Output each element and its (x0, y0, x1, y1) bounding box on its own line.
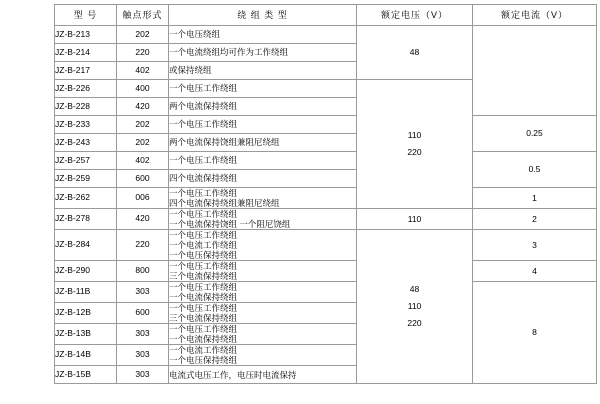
table-row (55, 261, 597, 282)
cell-winding-type (169, 134, 357, 152)
cell-contact-form: 303 (117, 282, 169, 303)
winding-line: 一个电压工作绕组 (169, 230, 238, 241)
cell-winding-type (169, 152, 357, 170)
table-header-row (55, 5, 597, 26)
cell-contact-form: 202 (117, 26, 169, 44)
table-row (55, 116, 597, 134)
cell-contact-form: 303 (117, 324, 169, 345)
cell-rated-current (473, 26, 597, 116)
cell-contact-form: 800 (117, 261, 169, 282)
voltage-value: 220 (407, 318, 422, 329)
cell-rated-voltage (357, 80, 473, 209)
cell-winding-type (169, 345, 357, 366)
cell-winding-type (169, 303, 357, 324)
cell-contact-form: 600 (117, 303, 169, 324)
winding-line: 一个电压工作绕组 (169, 282, 238, 293)
current-value: 2 (532, 213, 537, 224)
winding-line: 一个电压工作绕组 (169, 261, 238, 272)
cell-rated-current (473, 188, 597, 209)
cell-contact-form: 303 (117, 345, 169, 366)
winding-line: 两个电流保持绕组 (169, 101, 238, 112)
cell-contact-form: 220 (117, 230, 169, 261)
table-body (55, 26, 597, 384)
cell-winding-type (169, 116, 357, 134)
winding-line: 四个电流保持绕组 (169, 173, 238, 184)
winding-line: 电流式电压工作，电压时电流保持 (169, 369, 297, 380)
cell-model: JZ-B-217 (55, 62, 117, 80)
winding-line: 三个电流保持绕组 (169, 271, 238, 282)
table-row (55, 282, 597, 303)
voltage-value: 220 (407, 147, 422, 158)
cell-winding-type (169, 98, 357, 116)
current-value: 0.5 (528, 164, 541, 174)
winding-line: 一个电压工作绕组 (169, 188, 238, 198)
cell-model: JZ-B-213 (55, 26, 117, 44)
winding-line: 一个电压保持绕组 (169, 250, 238, 261)
cell-contact-form: 420 (117, 98, 169, 116)
cell-winding-type (169, 188, 357, 209)
cell-model: JZ-B-228 (55, 98, 117, 116)
voltage-value: 110 (407, 130, 422, 141)
winding-line: 一个电流工作绕组 (169, 240, 238, 251)
cell-winding-type (169, 324, 357, 345)
voltage-value: 110 (407, 213, 422, 224)
cell-rated-current (473, 282, 597, 384)
cell-model: JZ-B-214 (55, 44, 117, 62)
cell-winding-type (169, 282, 357, 303)
cell-model: JZ-B-14B (55, 345, 117, 366)
cell-winding-type (169, 44, 357, 62)
cell-model: JZ-B-243 (55, 134, 117, 152)
winding-line: 一个电压绕组 (169, 29, 221, 40)
header-contact-form: 触点形式 (117, 5, 169, 26)
table-row (55, 230, 597, 261)
cell-winding-type (169, 366, 357, 384)
table-row (55, 26, 597, 44)
winding-line: 四个电流保持绕组兼阻尼绕组 (169, 198, 280, 209)
cell-model: JZ-B-13B (55, 324, 117, 345)
cell-contact-form: 220 (117, 44, 169, 62)
cell-winding-type (169, 230, 357, 261)
cell-rated-current (473, 116, 597, 152)
winding-line: 一个电流保持绕组 (169, 334, 238, 345)
winding-line: 或保持绕组 (169, 65, 212, 76)
winding-line: 一个电压工作绕组 (169, 83, 238, 94)
cell-contact-form: 400 (117, 80, 169, 98)
cell-contact-form: 006 (117, 188, 169, 209)
winding-line: 一个电流工作绕组 (169, 345, 238, 356)
cell-rated-current (473, 261, 597, 282)
cell-model: JZ-B-226 (55, 80, 117, 98)
cell-winding-type (169, 261, 357, 282)
cell-contact-form: 402 (117, 62, 169, 80)
winding-line: 一个电压工作绕组 (169, 324, 238, 335)
table-header (55, 5, 597, 26)
winding-line: 一个电流保持饶组 一个阻尼饶组 (169, 219, 291, 230)
winding-line: 两个电流保持饶组兼阻尼绕组 (169, 137, 280, 148)
cell-model: JZ-B-259 (55, 170, 117, 188)
current-value: 1 (532, 192, 537, 203)
cell-rated-voltage (357, 26, 473, 80)
current-value: 4 (532, 265, 537, 276)
document-page (0, 4, 600, 404)
cell-winding-type (169, 62, 357, 80)
cell-model: JZ-B-233 (55, 116, 117, 134)
voltage-value: 110 (407, 301, 422, 312)
cell-rated-current (473, 152, 597, 188)
winding-line: 三个电流保持绕组 (169, 313, 238, 324)
header-winding-type: 绕 组 类 型 (169, 5, 357, 26)
cell-rated-voltage (357, 230, 473, 384)
cell-contact-form: 600 (117, 170, 169, 188)
cell-contact-form: 202 (117, 134, 169, 152)
cell-model: JZ-B-15B (55, 366, 117, 384)
winding-line: 一个电压工作绕组 (169, 209, 238, 220)
table-row (55, 188, 597, 209)
cell-model: JZ-B-278 (55, 209, 117, 230)
cell-contact-form: 303 (117, 366, 169, 384)
cell-model: JZ-B-12B (55, 303, 117, 324)
cell-rated-current (473, 209, 597, 230)
current-value: 3 (532, 239, 537, 250)
voltage-value: 48 (409, 47, 420, 57)
voltage-value: 48 (409, 284, 420, 295)
cell-winding-type (169, 26, 357, 44)
cell-winding-type (169, 209, 357, 230)
cell-contact-form: 402 (117, 152, 169, 170)
table-row (55, 152, 597, 170)
relay-spec-table (54, 4, 597, 384)
current-value: 8 (532, 327, 537, 338)
cell-contact-form: 202 (117, 116, 169, 134)
current-value: 0.25 (526, 128, 543, 138)
header-rated-current: 额定电流（V） (473, 5, 597, 26)
winding-line: 一个电压工作绕组 (169, 303, 238, 314)
cell-winding-type (169, 80, 357, 98)
cell-rated-current (473, 230, 597, 261)
winding-line: 一个电压工作绕组 (169, 119, 238, 130)
table-row (55, 209, 597, 230)
winding-line: 一个电压保持绕组 (169, 355, 238, 366)
cell-model: JZ-B-290 (55, 261, 117, 282)
winding-line: 一个电流绕组均可作为工作绕组 (169, 47, 289, 58)
header-rated-voltage: 额定电压（V） (357, 5, 473, 26)
winding-line: 一个电压工作绕组 (169, 155, 238, 166)
header-model: 型 号 (55, 5, 117, 26)
cell-model: JZ-B-284 (55, 230, 117, 261)
winding-line: 一个电流保持绕组 (169, 292, 238, 303)
cell-contact-form: 420 (117, 209, 169, 230)
cell-model: JZ-B-257 (55, 152, 117, 170)
cell-winding-type (169, 170, 357, 188)
cell-model: JZ-B-262 (55, 188, 117, 209)
cell-rated-voltage (357, 209, 473, 230)
cell-model: JZ-B-11B (55, 282, 117, 303)
